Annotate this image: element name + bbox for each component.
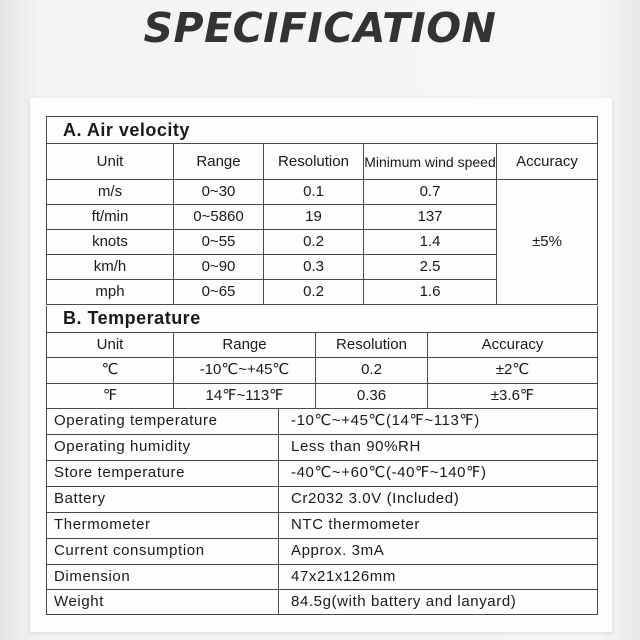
spec-value: -40℃~+60℃(-40℉~140℉) [279,460,598,486]
cell-unit: ft/min [47,205,174,230]
cell-min-speed: 1.6 [364,280,497,305]
spec-value: Less than 90%RH [279,434,598,460]
cell-resolution: 0.2 [264,280,364,305]
cell-resolution: 0.2 [316,357,428,383]
cell-unit: m/s [47,180,174,205]
table-row [47,383,598,408]
cell-range: 0~5860 [174,205,264,230]
cell-min-speed: 0.7 [364,180,497,205]
cell-range: 14℉~113℉ [174,383,316,408]
cell-resolution: 0.1 [264,180,364,205]
cell-unit: km/h [47,255,174,280]
spec-label: Thermometer [47,512,279,538]
air-velocity-table [46,116,598,305]
section-heading-temperature: B. Temperature [47,306,598,332]
spec-label: Operating temperature [47,408,279,434]
spec-row [47,538,598,564]
general-spec-table [46,408,598,615]
spec-row [47,589,598,614]
col-header-resolution: Resolution [264,144,364,180]
cell-min-speed: 2.5 [364,255,497,280]
cell-range: 0~65 [174,280,264,305]
col-header-accuracy: Accuracy [428,332,598,357]
spec-label: Dimension [47,564,279,589]
cell-resolution: 0.2 [264,230,364,255]
spec-row [47,486,598,512]
cell-unit: knots [47,230,174,255]
spec-row [47,408,598,434]
spec-label: Weight [47,589,279,614]
cell-accuracy: ±2℃ [428,357,598,383]
col-header-accuracy: Accuracy [497,144,598,180]
cell-unit: mph [47,280,174,305]
cell-resolution: 0.36 [316,383,428,408]
spec-value: Cr2032 3.0V (Included) [279,486,598,512]
spec-row [47,434,598,460]
spec-row [47,512,598,538]
cell-range: 0~55 [174,230,264,255]
cell-accuracy: ±5% [497,180,598,305]
table-row [47,180,598,205]
cell-unit: ℃ [47,357,174,383]
spec-row [47,460,598,486]
cell-min-speed: 137 [364,205,497,230]
cell-resolution: 19 [264,205,364,230]
spec-label: Store temperature [47,460,279,486]
col-header-range: Range [174,332,316,357]
cell-range: 0~90 [174,255,264,280]
col-header-unit: Unit [47,332,174,357]
page-title: SPECIFICATION [143,4,497,52]
col-header-resolution: Resolution [316,332,428,357]
cell-range: 0~30 [174,180,264,205]
spec-value: NTC thermometer [279,512,598,538]
cell-accuracy: ±3.6℉ [428,383,598,408]
col-header-range: Range [174,144,264,180]
cell-unit: ℉ [47,383,174,408]
temperature-table [46,306,598,409]
section-heading-air-velocity: A. Air velocity [47,117,598,144]
cell-resolution: 0.3 [264,255,364,280]
spec-value: -10℃~+45℃(14℉~113℉) [279,408,598,434]
spec-label: Battery [47,486,279,512]
cell-min-speed: 1.4 [364,230,497,255]
spec-value: 47x21x126mm [279,564,598,589]
col-header-unit: Unit [47,144,174,180]
cell-range: -10℃~+45℃ [174,357,316,383]
table-row [47,357,598,383]
spec-label: Operating humidity [47,434,279,460]
spec-value: Approx. 3mA [279,538,598,564]
spec-row [47,564,598,589]
col-header-min-wind-speed: Minimum wind speed [364,144,497,180]
spec-value: 84.5g(with battery and lanyard) [279,589,598,614]
spec-label: Current consumption [47,538,279,564]
